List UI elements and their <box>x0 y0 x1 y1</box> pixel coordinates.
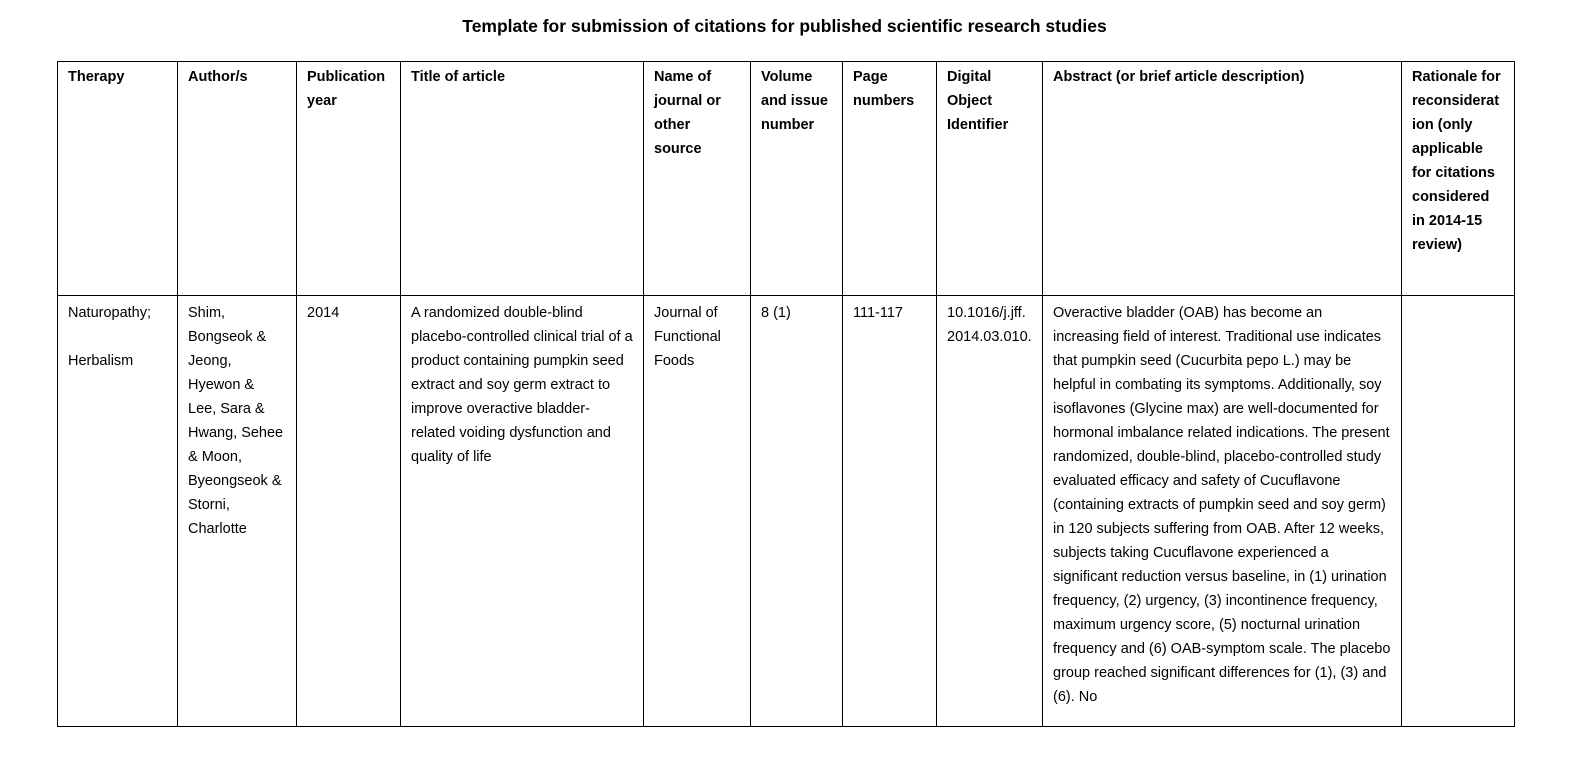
publication-year-text: 2014 <box>307 305 340 321</box>
citation-table <box>57 61 1515 727</box>
header-doi: Digital Object Identifier <box>937 62 1043 296</box>
cell-journal <box>644 296 751 727</box>
header-article-title: Title of article <box>401 62 644 296</box>
header-rationale: Rationale for reconsiderat ion (only applicable for citations considered in 2014-15 review) <box>1402 62 1515 296</box>
header-row <box>58 62 1515 296</box>
cell-article-title <box>401 296 644 727</box>
authors-text: Shim, Bongseok & Jeong, Hyewon & Lee, Sara & Hwang, Sehee & Moon, Byeongseok & Storni, Charlotte <box>188 305 284 537</box>
journal-text: Journal of Functional Foods <box>654 305 721 369</box>
header-therapy: Therapy <box>58 62 178 296</box>
cell-pages <box>843 296 937 727</box>
volume-text: 8 (1) <box>761 305 791 321</box>
header-authors: Author/s <box>178 62 297 296</box>
therapy-line-1: Naturopathy; <box>68 305 152 321</box>
therapy-line-2: Herbalism <box>68 353 134 369</box>
cell-doi <box>937 296 1043 727</box>
cell-abstract <box>1043 296 1402 727</box>
header-abstract: Abstract (or brief article description) <box>1043 62 1402 296</box>
header-publication-year: Publication year <box>297 62 401 296</box>
table-row <box>58 296 1515 727</box>
header-journal: Name of journal or other source <box>644 62 751 296</box>
cell-publication-year <box>297 296 401 727</box>
page-title: Template for submission of citations for published scientific research studies <box>462 16 1107 36</box>
doi-text: 10.1016/j.jff.2014.03.010. <box>947 305 1032 345</box>
abstract-text: Overactive bladder (OAB) has become an increasing field of interest. Traditional use indicates that pumpkin seed (Cucurbita pepo L.) may be helpful in combating its symptoms. Additionally, soy isoflavones (Glycine max) are well-documented for hormonal imbalance related indications. The present randomized, double-blind, placebo-controlled study evaluated efficacy and safety of Cucuflavone (containing extracts of pumpkin seed and soy germ) in 120 subjects suffering from OAB. After 12 weeks, subjects taking Cucuflavone experienced a significant reduction versus baseline, in (1) urination frequency, (2) urgency, (3) incontinence frequency, maximum urgency score, (5) nocturnal urination frequency and (6) OAB-symptom scale. The placebo group reached significant differences for (1), (3) and (6). No <box>1053 305 1391 705</box>
cell-therapy <box>58 296 178 727</box>
cell-authors <box>178 296 297 727</box>
rationale-text <box>1412 301 1504 726</box>
cell-rationale <box>1402 296 1515 727</box>
pages-text: 111-117 <box>853 305 903 321</box>
article-title-text: A randomized double-blind placebo-controlled clinical trial of a product containing pumpkin seed extract and soy germ extract to improve overactive bladder-related voiding dysfunction and quality of life <box>411 305 633 465</box>
header-volume: Volume and issue number <box>751 62 843 296</box>
cell-volume <box>751 296 843 727</box>
header-pages: Page numbers <box>843 62 937 296</box>
